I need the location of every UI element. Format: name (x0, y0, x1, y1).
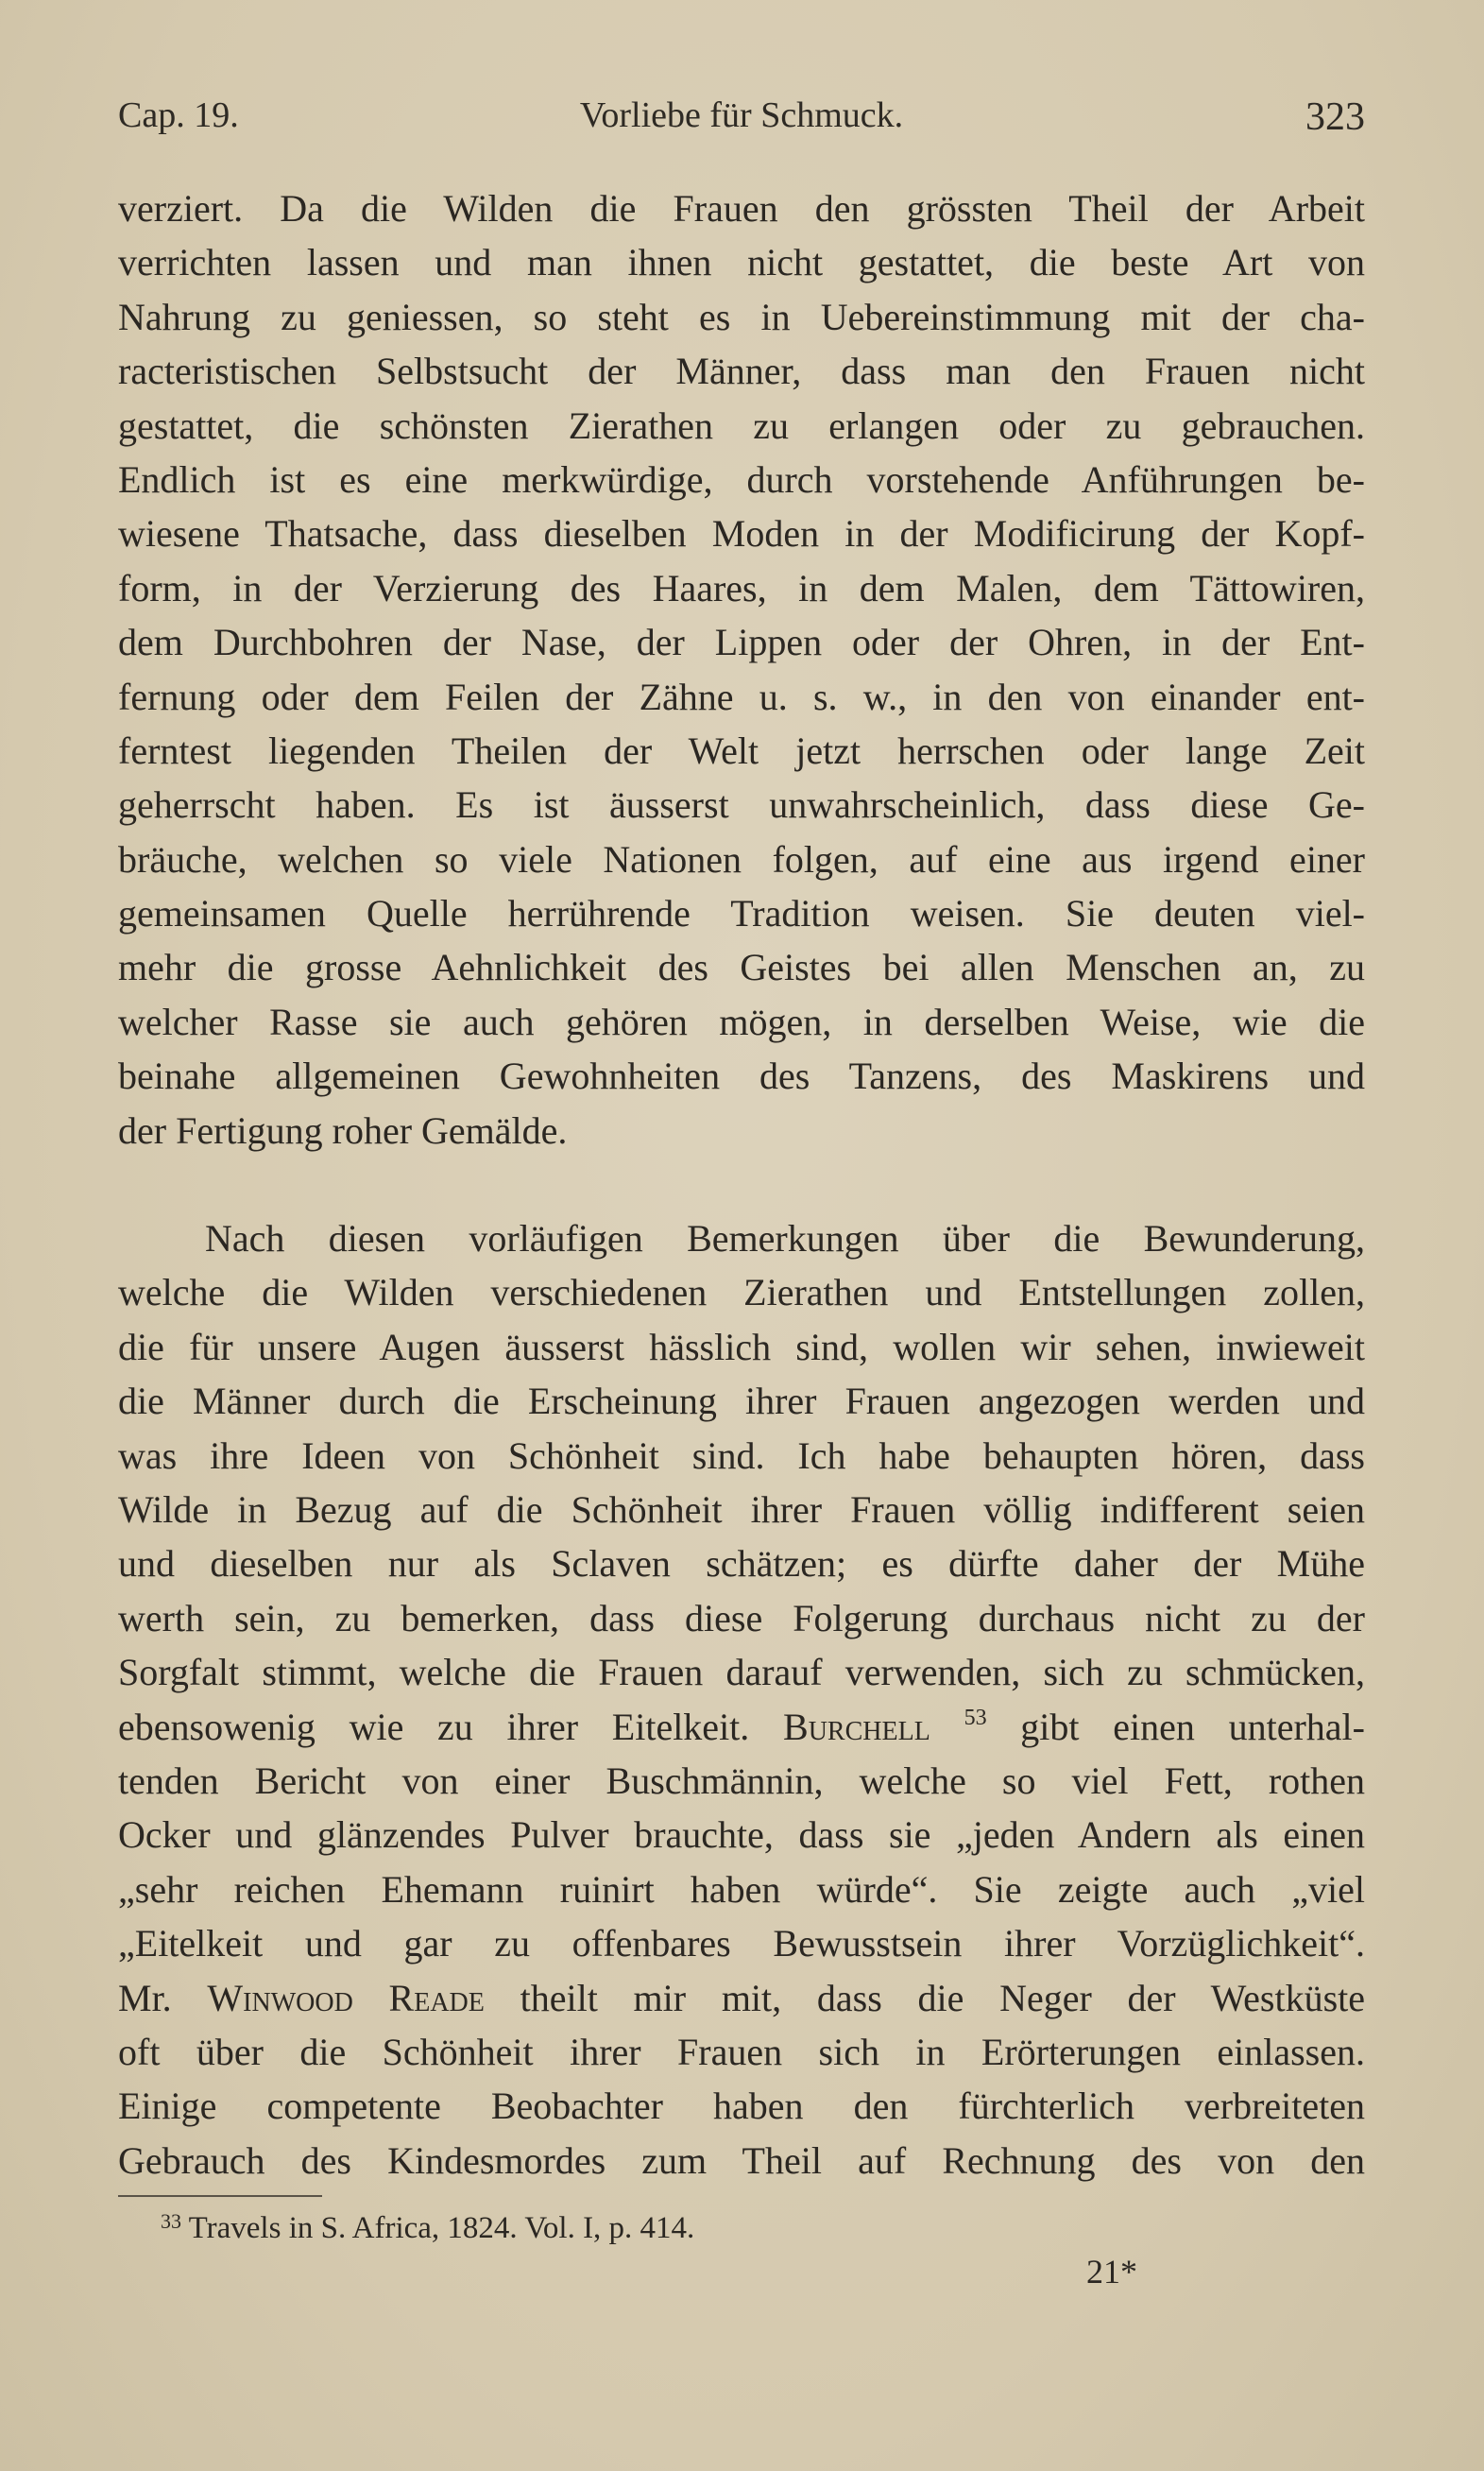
text-fragment: gibt einen unterhal- (1020, 1705, 1365, 1748)
text-line: beinahe allgemeinen Gewohnheiten des Tanzens, des Maskirens und (118, 1055, 1365, 1098)
text-line: Sorgfalt stimmt, welche die Frauen darauf verwenden, sich zu schmücken, (118, 1651, 1365, 1694)
text-line: bräuche, welchen so viele Nationen folgen, auf eine aus irgend einer (118, 837, 1365, 881)
text-line: Ocker und glänzendes Pulver brauchte, dass sie „jeden Andern als einen (118, 1813, 1365, 1857)
author-name: Burchell (783, 1705, 930, 1748)
printer-signature: 21* (1086, 2253, 1137, 2291)
text-fragment: Mr. (118, 1976, 172, 2019)
text-line: Gebrauch des Kindesmordes zum Theil auf Rechnung des von den (118, 2138, 1365, 2182)
footnote-rule (118, 2195, 322, 2197)
paragraph-1 (118, 181, 1365, 1158)
text-line: racteristischen Selbstsucht der Männer, dass man den Frauen nicht (118, 350, 1365, 393)
text-line: Endlich ist es eine merkwürdige, durch vorstehende Anführungen be- (118, 457, 1365, 501)
text-line: form, in der Verzierung des Haares, in dem Malen, dem Tättowiren, (118, 566, 1365, 609)
text-line: die Männer durch die Erscheinung ihrer Frauen angezogen werden und (118, 1380, 1365, 1423)
page-number: 323 (1305, 95, 1365, 139)
text-line: „sehr reichen Ehemann ruinirt haben würde“. Sie zeigte auch „viel (118, 1867, 1365, 1911)
author-name: Winwood Reade (207, 1976, 485, 2019)
text-line: dem Durchbohren der Nase, der Lippen oder der Ohren, in der Ent- (118, 621, 1365, 664)
text-line: verrichten lassen und man ihnen nicht gestattet, die beste Art von (118, 241, 1365, 284)
text-fragment: theilt mir mit, dass die Neger der Westküste (520, 1976, 1366, 2019)
text-line: oft über die Schönheit ihrer Frauen sich in Erörterungen einlassen. (118, 2030, 1365, 2073)
text-line: wiesene Thatsache, dass dieselben Moden in der Modificirung der Kopf- (118, 512, 1365, 556)
footnote-reference: 53 (964, 1705, 987, 1730)
text-line: und dieselben nur als Sclaven schätzen; es dürfte daher der Mühe (118, 1542, 1365, 1586)
text-line: welcher Rasse sie auch gehören mögen, in derselben Weise, wie die (118, 1000, 1365, 1043)
text-line: werth sein, zu bemerken, dass diese Folgerung durchaus nicht zu der (118, 1596, 1365, 1639)
text-line: der Fertigung roher Gemälde. (118, 1108, 568, 1152)
text-line: verziert. Da die Wilden die Frauen den grössten Theil der Arbeit (118, 187, 1365, 230)
text-line: was ihre Ideen von Schönheit sind. Ich habe behaupten hören, dass (118, 1433, 1365, 1477)
text-line: gemeinsamen Quelle herrührende Tradition weisen. Sie deuten viel- (118, 892, 1365, 935)
text-fragment: ebensowenig wie zu ihrer Eitelkeit. (118, 1705, 750, 1748)
text-line: welche die Wilden verschiedenen Zierathen und Entstellungen zollen, (118, 1271, 1365, 1314)
footnote-number: 33 (161, 2209, 181, 2233)
paragraph-gap (118, 1158, 1365, 1211)
text-line: „Eitelkeit und gar zu offenbares Bewusstsein ihrer Vorzüglichkeit“. (118, 1922, 1365, 1965)
footnote (161, 2211, 694, 2246)
text-line: tenden Bericht von einer Buschmännin, welche so viel Fett, rothen (118, 1759, 1365, 1802)
text-line-with-name (118, 1971, 1365, 2025)
text-line: Nach diesen vorläufigen Bemerkungen über die Bewunderung, (205, 1217, 1365, 1261)
running-title: Vorliebe für Schmuck. (579, 95, 904, 135)
text-line: Nahrung zu geniessen, so steht es in Uebereinstimmung mit der cha- (118, 295, 1365, 338)
text-line: fernung oder dem Feilen der Zähne u. s. w., in den von einander ent- (118, 675, 1365, 718)
body-text (118, 181, 1365, 2188)
text-line: gestattet, die schönsten Zierathen zu erlangen oder zu gebrauchen. (118, 403, 1365, 447)
chapter-label: Cap. 19. (118, 95, 239, 135)
text-line: Wilde in Bezug auf die Schönheit ihrer Frauen völlig indifferent seien (118, 1487, 1365, 1531)
text-line: mehr die grosse Aehnlichkeit des Geistes bei allen Menschen an, zu (118, 946, 1365, 989)
paragraph-2 (118, 1211, 1365, 2188)
text-line: die für unsere Augen äusserst hässlich sind, wollen wir sehen, inwieweit (118, 1325, 1365, 1368)
text-line: geherrscht haben. Es ist äusserst unwahrscheinlich, dass diese Ge- (118, 783, 1365, 827)
running-header (118, 94, 1365, 151)
text-line: ferntest liegenden Theilen der Welt jetzt herrschen oder lange Zeit (118, 729, 1365, 772)
text-line: Einige competente Beobachter haben den fürchterlich verbreiteten (118, 2085, 1365, 2128)
text-line-with-citation (118, 1700, 1365, 1754)
footnote-text: Travels in S. Africa, 1824. Vol. I, p. 414. (188, 2211, 695, 2245)
